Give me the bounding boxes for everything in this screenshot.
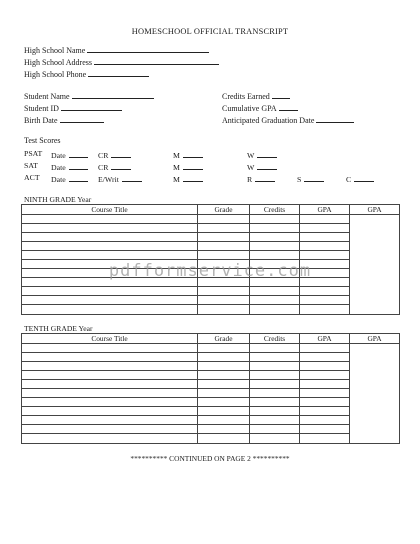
table-cell[interactable] [300, 434, 350, 444]
cumulative-gpa-field[interactable] [222, 102, 298, 114]
act-r-line[interactable] [255, 173, 275, 182]
act-r-field[interactable] [247, 173, 275, 185]
table-cell[interactable] [300, 287, 350, 296]
act-ewrit-label: E/Writ [98, 175, 119, 184]
psat-m-line[interactable] [183, 149, 203, 158]
table-row [22, 269, 400, 278]
table-cell[interactable] [198, 215, 250, 224]
col-credits: Credits [250, 334, 300, 344]
act-s-label: S [297, 175, 302, 184]
table-row [22, 296, 400, 305]
act-label: ACT [24, 173, 40, 182]
table-cell[interactable] [250, 251, 300, 260]
birth-date-label: Birth Date [24, 116, 58, 125]
table-cell[interactable] [198, 398, 250, 407]
table-cell[interactable] [300, 278, 350, 287]
student-name-field[interactable] [24, 90, 154, 102]
table-cell[interactable] [250, 260, 300, 269]
psat-cr-field[interactable] [98, 149, 131, 161]
table-row [22, 407, 400, 416]
table-cell[interactable] [250, 398, 300, 407]
table-cell[interactable] [300, 242, 350, 251]
table-cell[interactable] [198, 389, 250, 398]
table-cell[interactable] [198, 296, 250, 305]
table-row [22, 242, 400, 251]
school-phone-field[interactable] [24, 68, 149, 80]
psat-m-label: M [173, 151, 180, 160]
credits-earned-field[interactable] [222, 90, 290, 102]
table-cell[interactable] [22, 278, 198, 287]
ninth-grade-heading: NINTH GRADE Year [24, 195, 92, 204]
table-cell[interactable] [22, 416, 198, 425]
table-cell[interactable] [300, 215, 350, 224]
gpa-summary-cell[interactable] [350, 416, 400, 425]
act-m-field[interactable] [173, 173, 203, 185]
gpa-summary-cell[interactable] [350, 434, 400, 444]
col-gpa-2: GPA [350, 205, 400, 215]
table-cell[interactable] [198, 269, 250, 278]
act-ewrit-line[interactable] [122, 173, 142, 182]
psat-label: PSAT [24, 149, 43, 158]
table-cell[interactable] [300, 260, 350, 269]
sat-m-label: M [173, 163, 180, 172]
table-cell[interactable] [250, 407, 300, 416]
table-row [22, 344, 400, 353]
table-cell[interactable] [22, 287, 198, 296]
page-title: HOMESCHOOL OFFICIAL TRANSCRIPT [131, 27, 289, 36]
gpa-summary-cell[interactable] [350, 353, 400, 362]
table-cell[interactable] [250, 215, 300, 224]
table-cell[interactable] [250, 371, 300, 380]
test-scores-heading: Test Scores [24, 136, 61, 145]
table-cell[interactable] [300, 398, 350, 407]
table-row [22, 353, 400, 362]
psat-cr-line[interactable] [111, 149, 131, 158]
psat-w-field[interactable] [247, 149, 277, 161]
gpa-summary-cell[interactable] [350, 287, 400, 296]
table-cell[interactable] [300, 389, 350, 398]
table-cell[interactable] [250, 344, 300, 353]
col-gpa-2: GPA [350, 334, 400, 344]
table-cell[interactable] [22, 434, 198, 444]
table-cell[interactable] [198, 407, 250, 416]
table-row [22, 416, 400, 425]
table-cell[interactable] [22, 344, 198, 353]
table-row [22, 215, 400, 224]
psat-cr-label: CR [98, 151, 109, 160]
table-cell[interactable] [250, 305, 300, 315]
table-cell[interactable] [198, 251, 250, 260]
gpa-summary-cell[interactable] [350, 242, 400, 251]
table-cell[interactable] [250, 425, 300, 434]
table-cell[interactable] [250, 362, 300, 371]
table-cell[interactable] [198, 344, 250, 353]
table-cell[interactable] [250, 389, 300, 398]
psat-date-field[interactable] [51, 149, 88, 161]
sat-label: SAT [24, 161, 38, 170]
table-cell[interactable] [250, 278, 300, 287]
student-name-line[interactable] [72, 90, 154, 99]
act-m-label: M [173, 175, 180, 184]
sat-m-field[interactable] [173, 161, 203, 173]
gpa-summary-cell[interactable] [350, 251, 400, 260]
school-address-label: High School Address [24, 58, 92, 67]
school-address-field[interactable] [24, 56, 219, 68]
gpa-summary-cell[interactable] [350, 344, 400, 353]
table-cell[interactable] [198, 260, 250, 269]
table-cell[interactable] [198, 242, 250, 251]
graduation-date-field[interactable] [222, 114, 354, 126]
sat-date-field[interactable] [51, 161, 88, 173]
tenth-grade-heading: TENTH GRADE Year [24, 324, 93, 333]
table-cell[interactable] [300, 224, 350, 233]
gpa-summary-cell[interactable] [350, 398, 400, 407]
table-row [22, 233, 400, 242]
table-cell[interactable] [250, 269, 300, 278]
gpa-summary-cell[interactable] [350, 278, 400, 287]
graduation-date-line[interactable] [316, 114, 354, 123]
sat-w-label: W [247, 163, 255, 172]
student-id-label: Student ID [24, 104, 59, 113]
table-cell[interactable] [300, 233, 350, 242]
sat-cr-label: CR [98, 163, 109, 172]
birth-date-line[interactable] [60, 114, 104, 123]
credits-earned-label: Credits Earned [222, 92, 270, 101]
school-phone-line[interactable] [88, 68, 149, 77]
table-cell[interactable] [300, 353, 350, 362]
table-row [22, 434, 400, 444]
table-row [22, 380, 400, 389]
psat-w-label: W [247, 151, 255, 160]
table-cell[interactable] [198, 224, 250, 233]
table-cell[interactable] [300, 296, 350, 305]
table-row [22, 362, 400, 371]
table-row [22, 224, 400, 233]
table-cell[interactable] [300, 362, 350, 371]
watermark-text: pdfformservice.com [108, 261, 312, 281]
sat-date-label: Date [51, 163, 66, 172]
table-cell[interactable] [300, 305, 350, 315]
student-id-line[interactable] [61, 102, 122, 111]
table-row [22, 425, 400, 434]
col-course-title: Course Title [22, 205, 198, 215]
cumulative-gpa-line[interactable] [279, 102, 298, 111]
act-date-line[interactable] [69, 173, 88, 182]
table-cell[interactable] [250, 434, 300, 444]
table-cell[interactable] [300, 269, 350, 278]
table-row [22, 251, 400, 260]
table-cell[interactable] [198, 425, 250, 434]
table-cell[interactable] [250, 296, 300, 305]
table-cell[interactable] [22, 242, 198, 251]
table-cell[interactable] [198, 278, 250, 287]
table-row [22, 305, 400, 315]
table-row [22, 389, 400, 398]
col-grade: Grade [198, 205, 250, 215]
act-date-label: Date [51, 175, 66, 184]
psat-date-line[interactable] [69, 149, 88, 158]
ninth-grade-table [21, 204, 400, 315]
act-c-line[interactable] [354, 173, 374, 182]
table-row [22, 278, 400, 287]
table-row [22, 371, 400, 380]
table-cell[interactable] [22, 407, 198, 416]
table-cell[interactable] [250, 380, 300, 389]
sat-date-line[interactable] [69, 161, 88, 170]
gpa-summary-cell[interactable] [350, 380, 400, 389]
table-cell[interactable] [22, 251, 198, 260]
act-c-label: C [346, 175, 352, 184]
table-cell[interactable] [250, 353, 300, 362]
col-gpa: GPA [300, 334, 350, 344]
table-cell[interactable] [22, 380, 198, 389]
table-cell[interactable] [300, 371, 350, 380]
table-cell[interactable] [198, 233, 250, 242]
student-name-label: Student Name [24, 92, 70, 101]
gpa-summary-cell[interactable] [350, 269, 400, 278]
table-cell[interactable] [22, 260, 198, 269]
school-name-line[interactable] [87, 44, 209, 53]
col-grade: Grade [198, 334, 250, 344]
sat-cr-line[interactable] [111, 161, 131, 170]
psat-date-label: Date [51, 151, 66, 160]
table-cell[interactable] [22, 398, 198, 407]
table-cell[interactable] [198, 416, 250, 425]
gpa-summary-cell[interactable] [350, 260, 400, 269]
gpa-summary-cell[interactable] [350, 215, 400, 224]
act-s-line[interactable] [304, 173, 324, 182]
psat-m-field[interactable] [173, 149, 203, 161]
table-cell[interactable] [22, 353, 198, 362]
table-cell[interactable] [22, 296, 198, 305]
table-cell[interactable] [198, 380, 250, 389]
table-cell[interactable] [198, 353, 250, 362]
act-r-label: R [247, 175, 253, 184]
table-cell[interactable] [300, 380, 350, 389]
cumulative-gpa-label: Cumulative GPA [222, 104, 277, 113]
act-ewrit-field[interactable] [98, 173, 142, 185]
act-c-field[interactable] [346, 173, 374, 185]
gpa-summary-cell[interactable] [350, 371, 400, 380]
table-row [22, 260, 400, 269]
table-cell[interactable] [198, 362, 250, 371]
table-cell[interactable] [250, 242, 300, 251]
table-cell[interactable] [22, 389, 198, 398]
table-cell[interactable] [22, 305, 198, 315]
tenth-grade-table [21, 333, 400, 444]
gpa-summary-cell[interactable] [350, 233, 400, 242]
table-cell[interactable] [300, 251, 350, 260]
table-cell[interactable] [198, 287, 250, 296]
table-cell[interactable] [22, 233, 198, 242]
gpa-summary-cell[interactable] [350, 407, 400, 416]
school-name-field[interactable] [24, 44, 209, 56]
col-gpa: GPA [300, 205, 350, 215]
table-cell[interactable] [250, 224, 300, 233]
act-date-field[interactable] [51, 173, 88, 185]
table-cell[interactable] [22, 425, 198, 434]
col-credits: Credits [250, 205, 300, 215]
table-cell[interactable] [250, 233, 300, 242]
table-cell[interactable] [300, 344, 350, 353]
table-cell[interactable] [300, 407, 350, 416]
table-cell[interactable] [300, 416, 350, 425]
table-cell[interactable] [198, 371, 250, 380]
gpa-summary-cell[interactable] [350, 425, 400, 434]
table-cell[interactable] [22, 224, 198, 233]
table-cell[interactable] [198, 305, 250, 315]
table-cell[interactable] [300, 425, 350, 434]
sat-m-line[interactable] [183, 161, 203, 170]
sat-w-line[interactable] [257, 161, 277, 170]
school-name-label: High School Name [24, 46, 86, 55]
continued-note: ********** CONTINUED ON PAGE 2 ********** [130, 454, 290, 463]
act-s-field[interactable] [297, 173, 324, 185]
table-cell[interactable] [22, 362, 198, 371]
credits-earned-line[interactable] [272, 90, 290, 99]
school-address-line[interactable] [94, 56, 219, 65]
birth-date-field[interactable] [24, 114, 104, 126]
psat-w-line[interactable] [257, 149, 277, 158]
table-row [22, 287, 400, 296]
act-m-line[interactable] [183, 173, 203, 182]
gpa-summary-cell[interactable] [350, 296, 400, 305]
table-cell[interactable] [22, 269, 198, 278]
gpa-summary-cell[interactable] [350, 389, 400, 398]
gpa-summary-cell[interactable] [350, 305, 400, 315]
table-row [22, 398, 400, 407]
gpa-summary-cell[interactable] [350, 362, 400, 371]
table-cell[interactable] [250, 416, 300, 425]
student-id-field[interactable] [24, 102, 122, 114]
table-cell[interactable] [22, 371, 198, 380]
gpa-summary-cell[interactable] [350, 224, 400, 233]
sat-cr-field[interactable] [98, 161, 131, 173]
table-cell[interactable] [250, 287, 300, 296]
col-course-title: Course Title [22, 334, 198, 344]
table-cell[interactable] [198, 434, 250, 444]
table-cell[interactable] [22, 215, 198, 224]
school-phone-label: High School Phone [24, 70, 87, 79]
sat-w-field[interactable] [247, 161, 277, 173]
graduation-date-label: Anticipated Graduation Date [222, 116, 315, 125]
